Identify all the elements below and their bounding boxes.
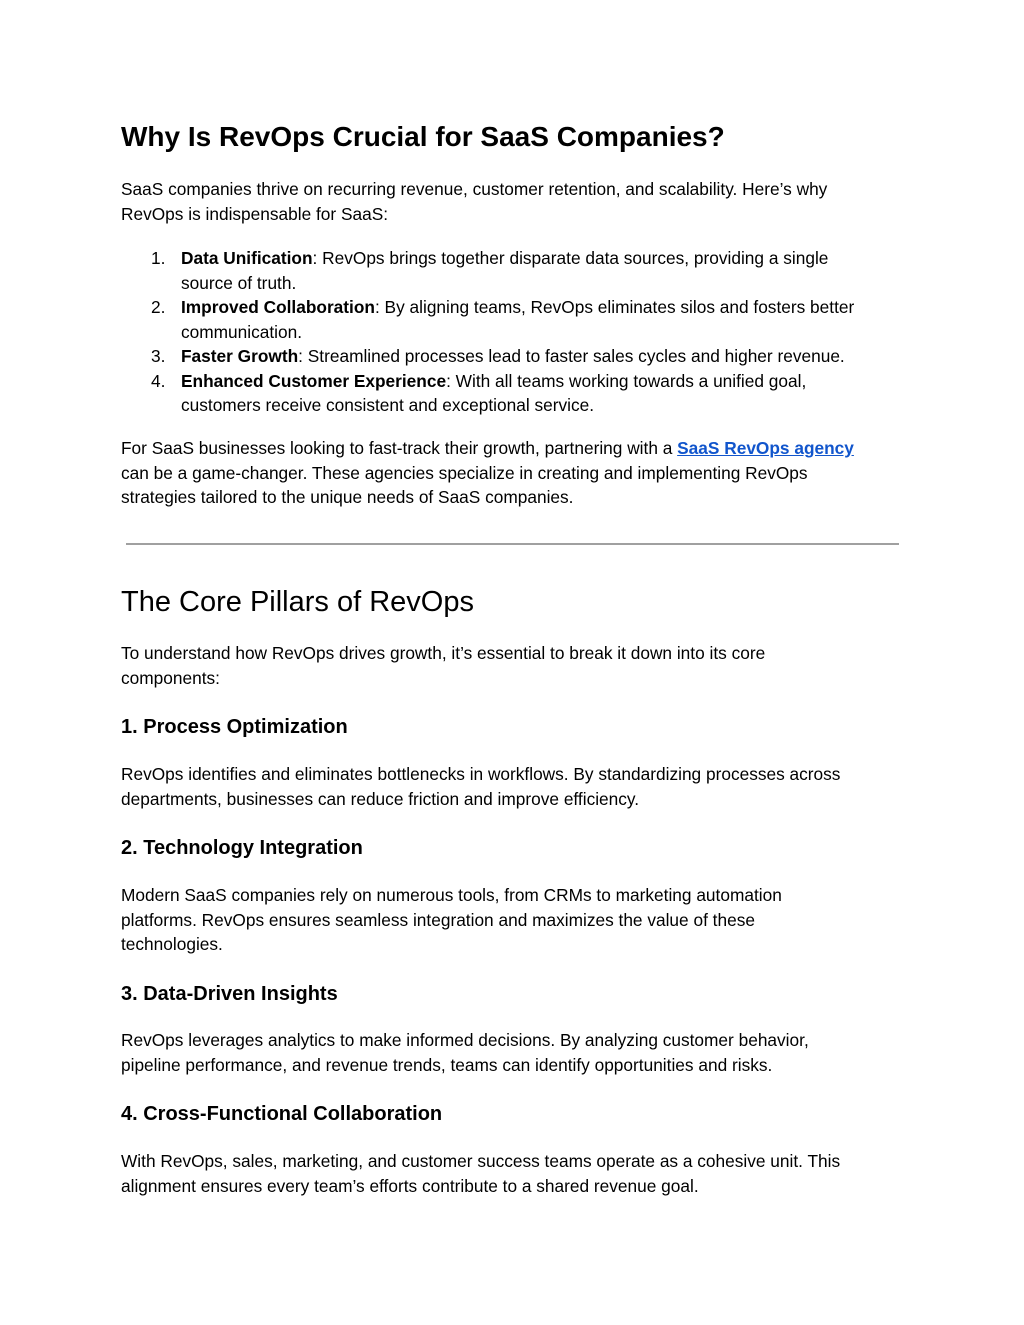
agency-paragraph: For SaaS businesses looking to fast-track their growth, partnering with a SaaS RevOps agency can be a game-changer. These agencies specialize in creating and implementing RevOps strategies tailored to the unique needs of SaaS companies. — [121, 438, 854, 507]
section-title-why-revops: Why Is RevOps Crucial for SaaS Companies? — [121, 121, 725, 152]
pillar-paragraph: With RevOps, sales, marketing, and customer success teams operate as a cohesive unit. This alignment ensures every team’s efforts contribute to a shared revenue goal. — [121, 1151, 841, 1196]
list-term: Data Unification — [181, 248, 313, 268]
pillar-heading-process-optimization: 1. Process Optimization — [121, 716, 348, 738]
pillar-heading-technology-integration: 2. Technology Integration — [121, 837, 363, 859]
list-term: Faster Growth — [181, 346, 299, 366]
list-term: Improved Collaboration — [181, 297, 375, 317]
section-intro-paragraph: SaaS companies thrive on recurring revenue, customer retention, and scalability. Here’s why RevOps is indispensable for SaaS: — [121, 179, 828, 224]
horizontal-divider — [126, 543, 899, 545]
list-term: Enhanced Customer Experience — [181, 370, 447, 391]
section-title-core-pillars: The Core Pillars of RevOps — [121, 586, 474, 618]
saas-revops-agency-link[interactable]: SaaS RevOps agency — [677, 438, 854, 458]
list-number: 3. — [151, 346, 166, 366]
list-number: 1. — [151, 248, 166, 268]
list-item: 3. Faster Growth: Streamlined processes lead to faster sales cycles and higher revenue. — [121, 344, 911, 369]
list-number: 4. — [151, 370, 166, 391]
pillar-paragraph: Modern SaaS companies rely on numerous tools, from CRMs to marketing automation platforms. RevOps ensures seamless integration and maximizes the value of these technologies. — [121, 885, 782, 954]
benefits-list — [121, 246, 911, 418]
list-item: 4. Enhanced Customer Experience: With all teams working towards a unified goal, customers receive consistent and exceptional service. — [151, 370, 807, 415]
list-item: 1. Data Unification: RevOps brings together disparate data sources, providing a single source of truth. — [151, 248, 829, 293]
list-number: 2. — [151, 297, 166, 317]
list-item: 2. Improved Collaboration: By aligning teams, RevOps eliminates silos and fosters better communication. — [151, 297, 855, 342]
pillar-heading-cross-functional-collaboration: 4. Cross-Functional Collaboration — [121, 1103, 443, 1125]
pillars-intro-paragraph: To understand how RevOps drives growth, it’s essential to break it down into its core components: — [121, 643, 766, 688]
pillar-paragraph: RevOps identifies and eliminates bottlenecks in workflows. By standardizing processes across departments, businesses can reduce friction and improve efficiency. — [121, 764, 841, 809]
pillar-paragraph: RevOps leverages analytics to make informed decisions. By analyzing customer behavior, pipeline performance, and revenue trends, teams can identify opportunities and risks. — [121, 1030, 809, 1075]
pillar-heading-data-driven-insights: 3. Data-Driven Insights — [121, 983, 338, 1005]
